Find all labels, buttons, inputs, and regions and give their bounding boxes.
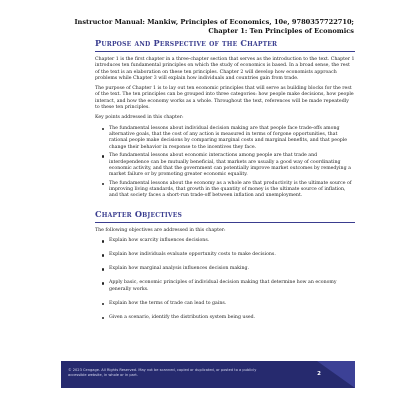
paragraph: The purpose of Chapter 1 is to lay out ten economic principles that will serve as building blocks for the rest of the text. The ten principles can be grouped into three categories: how people make decisions, how people interact, and how the economy works as a whole. Throughout the text, references will be made repeatedly to these ten principles.: [95, 86, 354, 111]
list-item: The fundamental lessons about the economy as a whole are that productivity is the ultimate source of improving living standards, that growth in the quantity of money is the ultimate source of inflation, and that society faces a short-run trade-off between inflation and unemployment.: [109, 181, 355, 200]
page-footer: [61, 361, 355, 388]
footer-decoration: [317, 361, 355, 388]
header-line-2: Chapter 1: Ten Principles of Economics: [208, 27, 354, 35]
section-heading-objectives: Chapter Objectives: [95, 209, 355, 223]
header-line-1: Instructor Manual: Mankiw, Principles of Economics, 10e, 9780357722710;: [74, 18, 354, 26]
list-item: The fundamental lessons about economic interactions among people are that trade and interdependence can be mutually beneficial, that markets are usually a good way of coordinating economic activity, and that the government can potentially improve market outcomes by remedying a market failure or by promoting greater economic equality.: [109, 153, 355, 178]
list-item: Explain how the terms of trade can lead to gains.: [109, 301, 355, 307]
running-header: [74, 18, 354, 36]
copyright-notice: © 2023 Cengage. All Rights Reserved. May not be scanned, copied or duplicated, or posted to a publicly accessible website, in whole or in part.: [68, 368, 257, 377]
list-item: The fundamental lessons about individual decision making are that people face trade-offs among alternative goals, that the cost of any action is measured in terms of forgone opportunities, that rational people make decisions by comparing marginal costs and marginal benefits, and that people change their behavior in response to the incentives they face.: [109, 126, 355, 151]
list-item: Explain how marginal analysis influences decision making.: [109, 266, 355, 272]
list-item: Apply basic, economic principles of individual decision making that determine how an economy generally works.: [109, 280, 355, 293]
objectives-list: [95, 238, 355, 321]
page-number: 2: [317, 371, 321, 377]
objectives-intro: The following objectives are addressed in this chapter:: [95, 227, 226, 233]
key-points-intro: Key points addressed in this chapter:: [95, 115, 184, 121]
page-content: [95, 38, 355, 329]
list-item: Explain how scarcity influences decisions.: [109, 238, 355, 244]
key-points-list: [95, 126, 355, 200]
section-heading-purpose: Purpose and Perspective of the Chapter: [95, 38, 355, 52]
list-item: Explain how individuals evaluate opportunity costs to make decisions.: [109, 252, 355, 258]
paragraph: Chapter 1 is the first chapter in a three-chapter section that serves as the introduction to the text. Chapter 1 introduces ten fundamental principles on which the study of economics is based. In a broad sense, the rest of the text is an elaboration on these ten principles. Chapter 2 will develop how economists approach problems while Chapter 3 will explain how individuals and countries gain from trade.: [95, 57, 355, 81]
list-item: Given a scenario, identify the distribution system being used.: [109, 315, 355, 321]
